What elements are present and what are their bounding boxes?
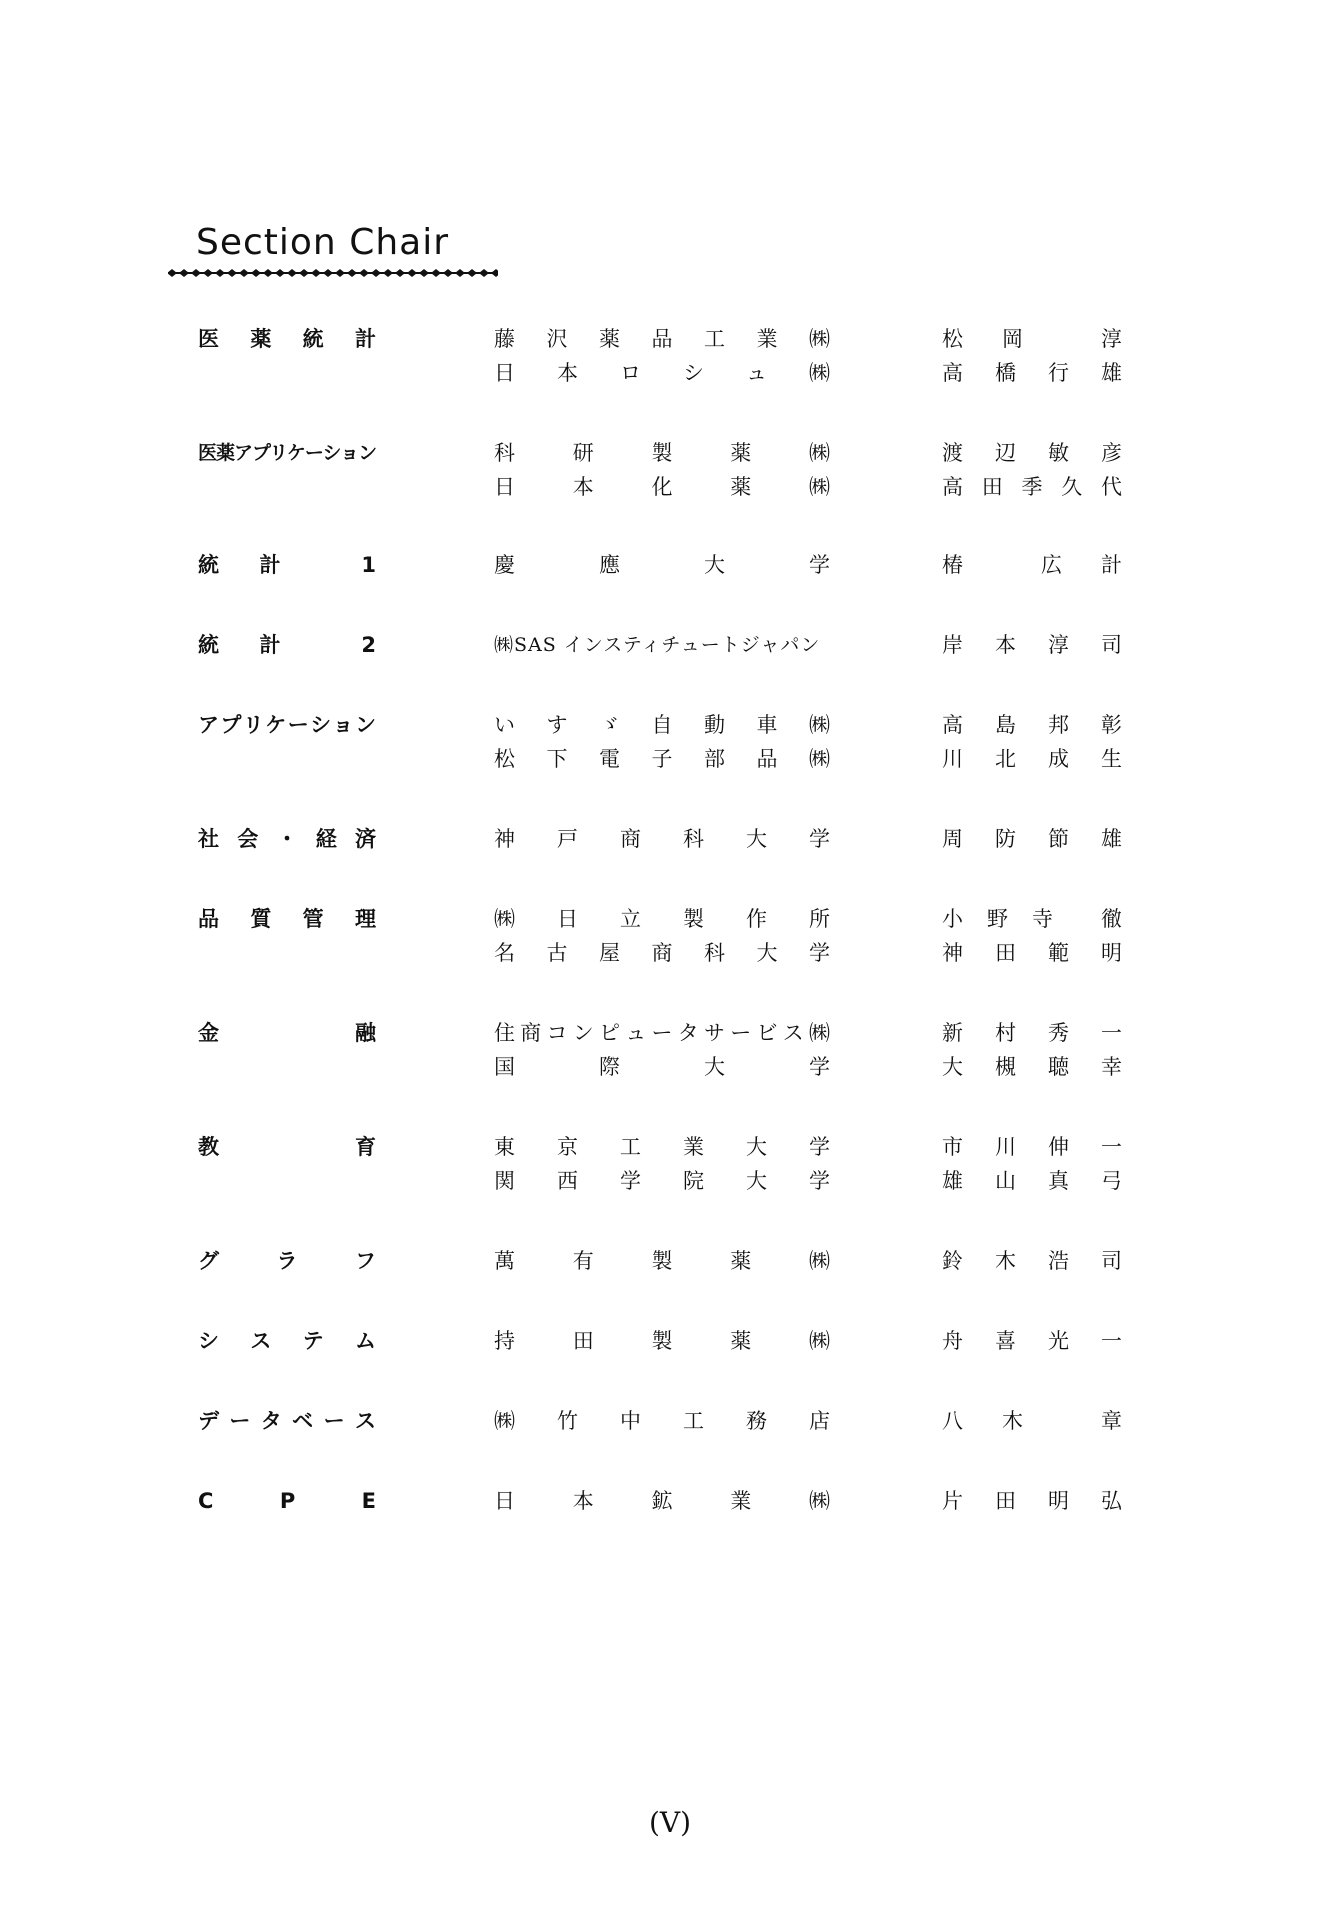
chair-affiliation: 名 古 屋 商 科 大 学 bbox=[494, 941, 830, 965]
chair-name: 市 川 伸 一 bbox=[942, 1135, 1122, 1159]
chair-name: 高 田 季 久 代 bbox=[942, 475, 1122, 499]
section-category: 統 計 2 bbox=[198, 633, 376, 657]
chair-affiliation: い す ゞ 自 動 車 ㈱ bbox=[494, 713, 830, 737]
chair-name: 片 田 明 弘 bbox=[942, 1489, 1122, 1513]
chair-affiliation: 持 田 製 薬 ㈱ bbox=[494, 1329, 830, 1353]
chair-affiliation: 日 本 鉱 業 ㈱ bbox=[494, 1489, 830, 1513]
chair-name: 鈴 木 浩 司 bbox=[942, 1249, 1122, 1273]
chair-name: 神 田 範 明 bbox=[942, 941, 1122, 965]
section-category: 社 会 ・ 経 済 bbox=[198, 827, 376, 851]
chair-affiliation: 東 京 工 業 大 学 bbox=[494, 1135, 830, 1159]
page-number: (V) bbox=[648, 1806, 692, 1839]
chair-name: 高 島 邦 彰 bbox=[942, 713, 1122, 737]
section-category: C P E bbox=[198, 1489, 376, 1513]
chair-name: 八 木 章 bbox=[942, 1409, 1122, 1433]
chair-name: 椿 広 計 bbox=[942, 553, 1122, 577]
chair-affiliation: 神 戸 商 科 大 学 bbox=[494, 827, 830, 851]
chair-affiliation: 藤 沢 薬 品 工 業 ㈱ bbox=[494, 327, 830, 351]
section-category: グ ラ フ bbox=[198, 1249, 376, 1273]
section-category: 統 計 1 bbox=[198, 553, 376, 577]
page-title: Section Chair bbox=[196, 222, 450, 263]
section-category: シ ス テ ム bbox=[198, 1329, 376, 1353]
chair-name: 周 防 節 雄 bbox=[942, 827, 1122, 851]
chair-name: 大 槻 聴 幸 bbox=[942, 1055, 1122, 1079]
chair-affiliation: 萬 有 製 薬 ㈱ bbox=[494, 1249, 830, 1273]
chair-affiliation: 松 下 電 子 部 品 ㈱ bbox=[494, 747, 830, 771]
section-category: 教 育 bbox=[198, 1135, 376, 1159]
chair-affiliation: 関 西 学 院 大 学 bbox=[494, 1169, 830, 1193]
chair-affiliation: 科 研 製 薬 ㈱ bbox=[494, 441, 830, 465]
section-category: デ ー タ ベ ー ス bbox=[198, 1409, 376, 1433]
chair-name: 川 北 成 生 bbox=[942, 747, 1122, 771]
chair-name: 新 村 秀 一 bbox=[942, 1021, 1122, 1045]
chair-affiliation: ㈱ 日 立 製 作 所 bbox=[494, 907, 830, 931]
chair-affiliation: 国 際 大 学 bbox=[494, 1055, 830, 1079]
section-category: 金 融 bbox=[198, 1021, 376, 1045]
chair-name: 松 岡 淳 bbox=[942, 327, 1122, 351]
chair-name: 小 野 寺 徹 bbox=[942, 907, 1122, 931]
chair-affiliation: ㈱ 竹 中 工 務 店 bbox=[494, 1409, 830, 1433]
section-category: 医 薬 統 計 bbox=[198, 327, 376, 351]
section-category: 品 質 管 理 bbox=[198, 907, 376, 931]
chair-affiliation: ㈱SAS インスティチュートジャパン bbox=[494, 634, 821, 656]
chair-name: 舟 喜 光 一 bbox=[942, 1329, 1122, 1353]
chair-name: 渡 辺 敏 彦 bbox=[942, 441, 1122, 465]
chair-affiliation: 日 本 化 薬 ㈱ bbox=[494, 475, 830, 499]
chair-affiliation: 日 本 ロ シ ュ ㈱ bbox=[494, 361, 830, 385]
chair-name: 雄 山 真 弓 bbox=[942, 1169, 1122, 1193]
section-category: ア プ リ ケ ー シ ョ ン bbox=[198, 713, 376, 737]
chair-affiliation: 慶 應 大 学 bbox=[494, 553, 830, 577]
chair-name: 高 橋 行 雄 bbox=[942, 361, 1122, 385]
chair-name: 岸 本 淳 司 bbox=[942, 633, 1122, 657]
section-category: 医薬アプリケーション bbox=[198, 442, 377, 464]
chair-affiliation: 住 商 コ ン ピ ュ ー タ サ ー ビ ス ㈱ bbox=[494, 1021, 830, 1045]
